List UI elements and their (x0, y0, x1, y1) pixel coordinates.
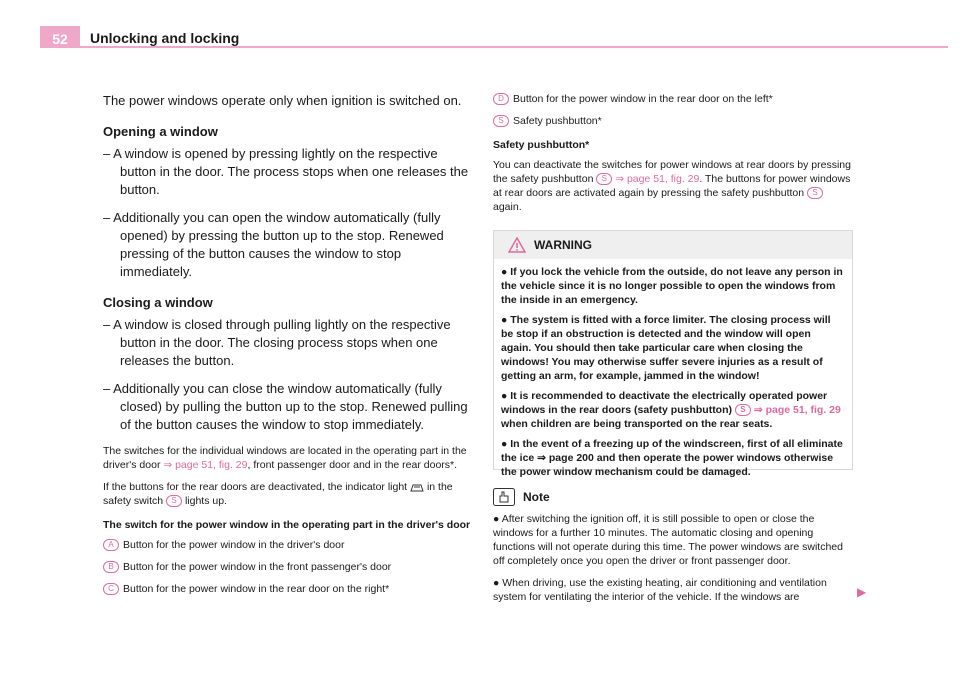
right-column (493, 92, 853, 222)
note-header (493, 488, 550, 506)
warning-item: ● If you lock the vehicle from the outside, do not leave any person in the vehicle since it is no longer possible to open the windows from the inside in an emergency. (501, 266, 843, 306)
bullet-icon: ● (493, 513, 500, 525)
note-item: ● When driving, use the existing heating, air conditioning and ventilation system for ventilating the interior of the vehicle. If the windows are (493, 577, 827, 603)
callout-badge: D (493, 93, 509, 105)
page-number: 52 (40, 26, 80, 48)
list-item: B Button for the power window in the front passenger's door (103, 560, 473, 574)
warning-title: WARNING (534, 238, 592, 252)
warning-triangle-icon (508, 237, 526, 253)
bullet-icon: ● (501, 390, 508, 402)
switches-paragraph: The switches for the individual windows are located in the operating part in the driver's door ⇒ page 51, fig. 29, front passenger door and in the rear doors*. (103, 445, 467, 471)
callout-badge: S (807, 187, 823, 199)
bullet-icon: ● (501, 314, 508, 326)
warning-box (493, 230, 853, 478)
safety-paragraph: You can deactivate the switches for power windows at rear doors by pressing the safety pushbutton S ⇒ page 51, fig. 29. The buttons for power windows at rear doors are activated again by pressing the safety pushbutton S again. (493, 159, 851, 213)
left-column (103, 92, 473, 604)
list-item: S Safety pushbutton* (493, 114, 853, 128)
intro-text: The power windows operate only when ignition is switched on. (103, 93, 462, 108)
page-link[interactable]: ⇒ page 51, fig. 29 (615, 173, 700, 185)
list-item: A Button for the power window in the driver's door (103, 538, 473, 552)
bullet-icon: ● (493, 577, 500, 589)
opening-step: – A window is opened by pressing lightly on the respective button in the door. The process stops when one releases the button. (103, 146, 469, 197)
note-hand-icon (493, 488, 515, 506)
note-body (493, 512, 855, 612)
note-title: Note (523, 490, 550, 504)
list-item: D Button for the power window in the rear door on the left* (493, 92, 853, 106)
bullet-icon: ● (501, 438, 508, 450)
page-link[interactable]: ⇒ page 51, fig. 29 (753, 404, 841, 416)
callout-badge: C (103, 583, 119, 595)
safety-heading: Safety pushbutton* (493, 139, 590, 151)
closing-step: – A window is closed through pulling lightly on the respective button in the door. The closing process stops when one releases the button. (103, 317, 451, 368)
bullet-icon: ● (501, 266, 508, 278)
warning-body (494, 259, 852, 479)
list-item: C Button for the power window in the rear door on the right* (103, 582, 473, 596)
callout-badge: S (493, 115, 509, 127)
opening-heading: Opening a window (103, 124, 218, 139)
closing-step: – Additionally you can close the window automatically (fully closed) by pulling the button up to the stop. Renewed pulling of the button causes the window to stop immediately. (103, 381, 468, 432)
chapter-title: Unlocking and locking (90, 30, 240, 46)
callout-badge: S (596, 173, 612, 185)
warning-item: ● It is recommended to deactivate the electrically operated power windows in the rear doors (safety pushbutton) S ⇒ page 51, fig. 29 when children are being transported on the rear seats. (501, 390, 841, 430)
note-item: ● After switching the ignition off, it is still possible to open or close the windows for a further 10 minutes. The automatic closing and opening functions will not operate during this time. The power windows are switched off completely once you open the driver or front passenger door. (493, 513, 843, 567)
opening-step: – Additionally you can open the window automatically (fully opened) by pressing the button up to the stop. Renewed pressing of the button causes the window to stop immediately. (103, 210, 444, 279)
warning-item: ● The system is fitted with a force limiter. The closing process will be stop if an obstruction is detected and the window will open again. You should then take particular care when closing the windows! You may otherwise suffer severe injuries as a result of getting an arm, for example, jammed in the window! (501, 314, 831, 382)
callout-badge: S (166, 495, 182, 507)
car-window-icon (410, 482, 424, 492)
indicator-paragraph: If the buttons for the rear doors are deactivated, the indicator light in the safety switch S lights up. (103, 481, 453, 507)
page-link[interactable]: ⇒ page 51, fig. 29 (163, 459, 248, 471)
closing-heading: Closing a window (103, 295, 213, 310)
warning-item: ● In the event of a freezing up of the windscreen, first of all eliminate the ice ⇒ page 200 and then operate the power windows otherwise the power window mechanism could be damaged. (501, 438, 843, 478)
callout-badge: S (735, 404, 751, 416)
continue-arrow-icon: ▶ (857, 585, 867, 599)
header-rule (80, 46, 948, 48)
driver-switch-heading: The switch for the power window in the operating part in the driver's door (103, 519, 471, 531)
callout-badge: B (103, 561, 119, 573)
warning-header (494, 231, 852, 259)
callout-badge: A (103, 539, 119, 551)
